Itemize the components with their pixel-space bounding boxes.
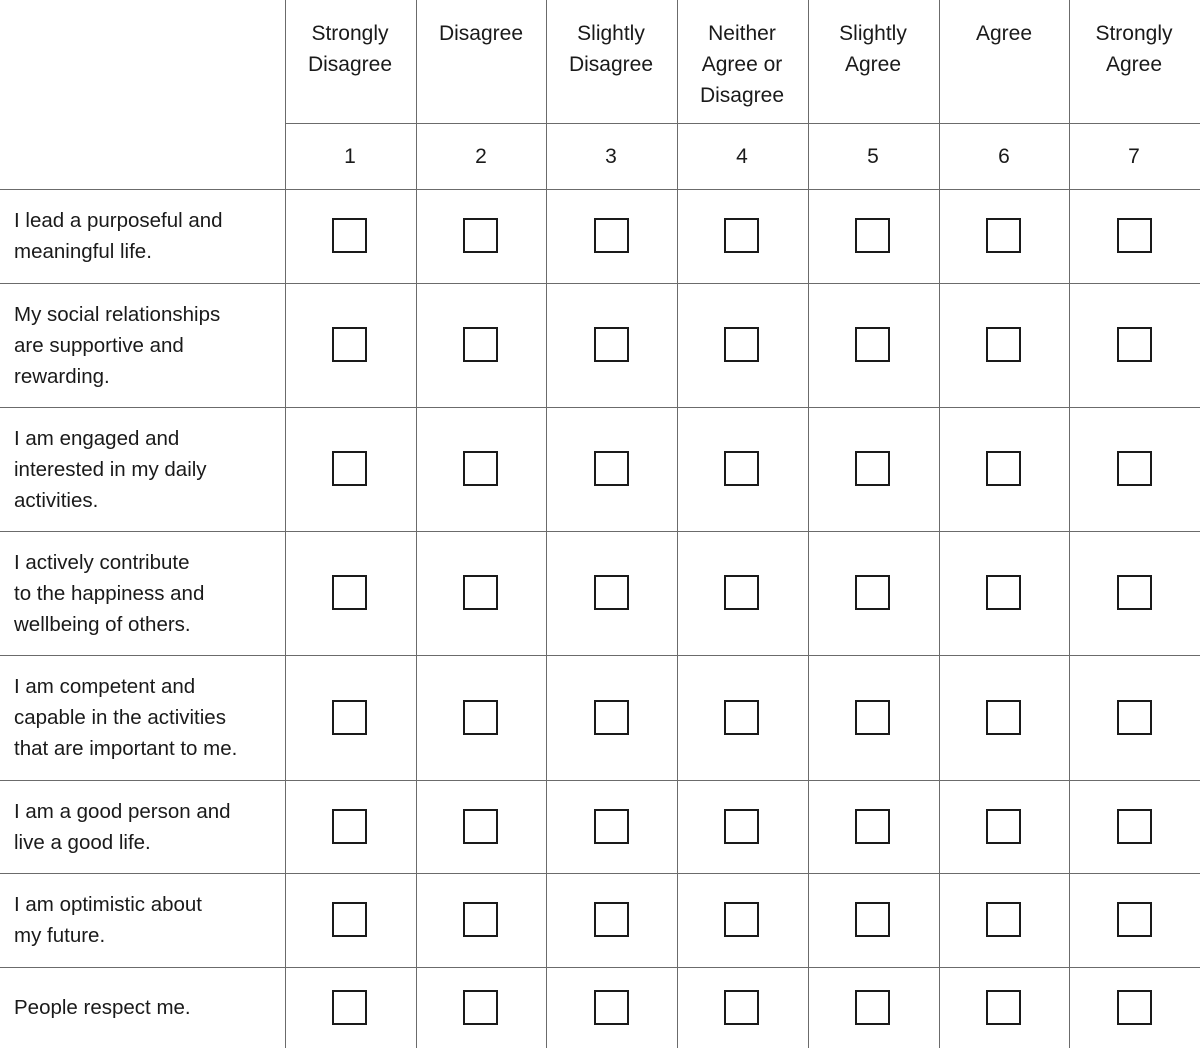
rating-checkbox[interactable] <box>1117 990 1152 1025</box>
rating-checkbox[interactable] <box>463 809 498 844</box>
column-number: 1 <box>344 145 356 168</box>
rating-checkbox[interactable] <box>1117 451 1152 486</box>
rating-checkbox[interactable] <box>1117 700 1152 735</box>
rating-checkbox[interactable] <box>594 902 629 937</box>
rating-checkbox[interactable] <box>986 451 1021 486</box>
statement-label <box>14 967 276 1048</box>
column-number: 6 <box>998 145 1010 168</box>
rating-checkbox[interactable] <box>724 327 759 362</box>
rating-checkbox[interactable] <box>986 990 1021 1025</box>
rating-checkbox[interactable] <box>594 575 629 610</box>
rating-checkbox[interactable] <box>986 327 1021 362</box>
rating-checkbox[interactable] <box>724 990 759 1025</box>
rating-checkbox[interactable] <box>594 700 629 735</box>
rating-checkbox[interactable] <box>724 700 759 735</box>
rating-checkbox[interactable] <box>986 700 1021 735</box>
statement-text: People respect me. <box>14 996 191 1019</box>
rating-checkbox[interactable] <box>1117 902 1152 937</box>
column-header: Slightly Disagree <box>568 22 654 76</box>
statement-text: I am competent and capable in the activities that are important to me. <box>14 675 238 760</box>
column-number: 7 <box>1128 145 1140 168</box>
statement-label <box>14 407 276 531</box>
rating-checkbox[interactable] <box>986 902 1021 937</box>
rating-checkbox[interactable] <box>855 902 890 937</box>
statement-text: I actively contribute to the happiness and wellbeing of others. <box>14 550 205 636</box>
rating-checkbox[interactable] <box>463 700 498 735</box>
rating-checkbox[interactable] <box>855 575 890 610</box>
rating-checkbox[interactable] <box>463 990 498 1025</box>
column-header: Neither Agree or Disagree <box>699 22 785 107</box>
statement-text: I am engaged and interested in my daily activities. <box>14 426 207 512</box>
rating-checkbox[interactable] <box>463 218 498 253</box>
rating-checkbox[interactable] <box>463 451 498 486</box>
rating-checkbox[interactable] <box>855 809 890 844</box>
statement-label <box>14 531 276 655</box>
column-header: Disagree <box>438 22 524 45</box>
rating-checkbox[interactable] <box>986 575 1021 610</box>
rating-checkbox[interactable] <box>594 218 629 253</box>
statement-label <box>14 655 276 780</box>
rating-checkbox[interactable] <box>986 809 1021 844</box>
column-header: Agree <box>975 22 1033 45</box>
rating-checkbox[interactable] <box>724 902 759 937</box>
rating-checkbox[interactable] <box>594 327 629 362</box>
column-header: Slightly Agree <box>839 22 907 76</box>
rating-checkbox[interactable] <box>855 990 890 1025</box>
statement-text: My social relationships are supportive and rewarding. <box>14 302 221 388</box>
column-header: Strongly Disagree <box>307 22 393 76</box>
statement-text: I lead a purposeful and meaningful life. <box>14 209 223 263</box>
rating-checkbox[interactable] <box>1117 327 1152 362</box>
rating-checkbox[interactable] <box>463 902 498 937</box>
rating-checkbox[interactable] <box>332 809 367 844</box>
statement-text: I am a good person and live a good life. <box>14 799 231 854</box>
rating-checkbox[interactable] <box>332 451 367 486</box>
header-divider <box>285 123 1200 124</box>
column-number: 4 <box>736 145 748 168</box>
rating-checkbox[interactable] <box>724 451 759 486</box>
rating-checkbox[interactable] <box>855 451 890 486</box>
rating-checkbox[interactable] <box>332 327 367 362</box>
rating-checkbox[interactable] <box>463 575 498 610</box>
rating-checkbox[interactable] <box>332 990 367 1025</box>
rating-checkbox[interactable] <box>1117 809 1152 844</box>
rating-checkbox[interactable] <box>1117 575 1152 610</box>
rating-checkbox[interactable] <box>594 809 629 844</box>
rating-checkbox[interactable] <box>332 700 367 735</box>
rating-checkbox[interactable] <box>855 700 890 735</box>
column-number: 3 <box>605 145 617 168</box>
rating-checkbox[interactable] <box>332 575 367 610</box>
column-header: Strongly Agree <box>1095 22 1173 76</box>
rating-checkbox[interactable] <box>724 575 759 610</box>
rating-checkbox[interactable] <box>594 990 629 1025</box>
rating-checkbox[interactable] <box>855 327 890 362</box>
statement-label <box>14 873 276 967</box>
statement-label <box>14 283 276 407</box>
rating-checkbox[interactable] <box>724 809 759 844</box>
statement-text: I am optimistic about my future. <box>14 893 202 947</box>
rating-checkbox[interactable] <box>855 218 890 253</box>
statement-label <box>14 780 276 873</box>
rating-checkbox[interactable] <box>986 218 1021 253</box>
rating-checkbox[interactable] <box>1117 218 1152 253</box>
rating-checkbox[interactable] <box>332 902 367 937</box>
rating-checkbox[interactable] <box>332 218 367 253</box>
column-number: 5 <box>867 145 879 168</box>
column-number: 2 <box>475 145 487 168</box>
rating-checkbox[interactable] <box>594 451 629 486</box>
statement-label <box>14 189 276 283</box>
rating-checkbox[interactable] <box>724 218 759 253</box>
rating-checkbox[interactable] <box>463 327 498 362</box>
